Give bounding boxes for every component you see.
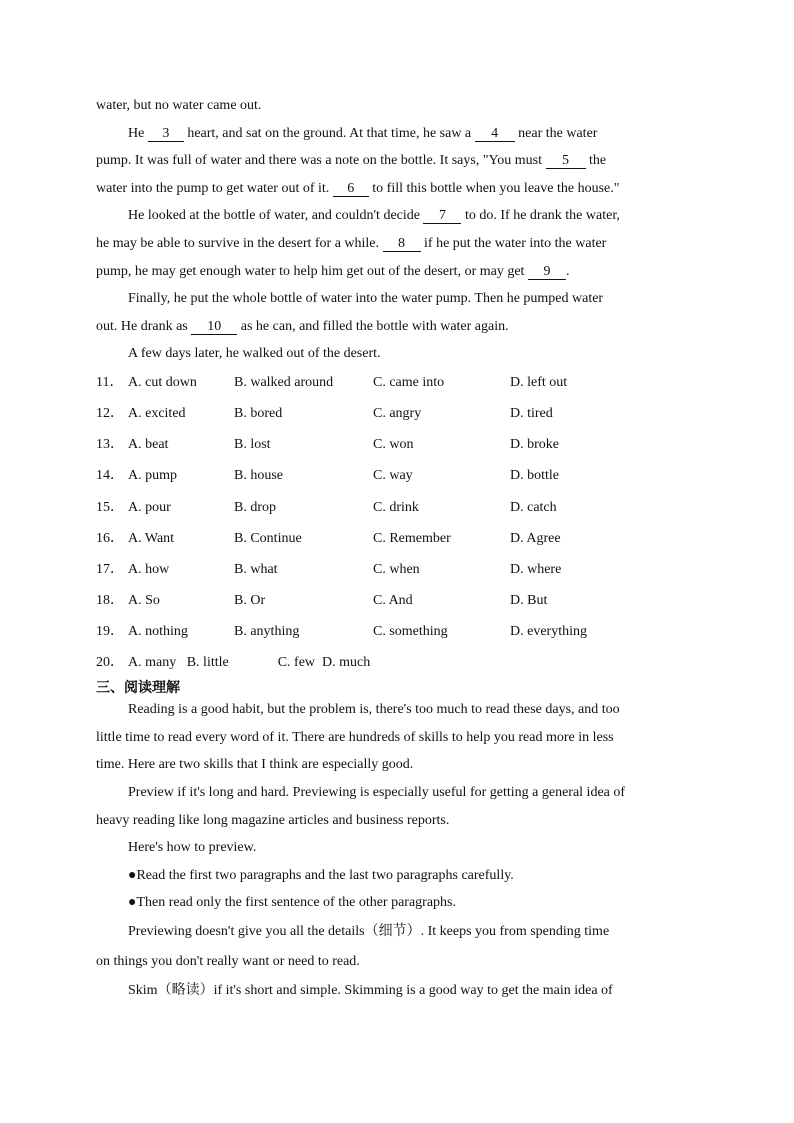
option-d: D. catch (510, 500, 557, 515)
blank-6: 6 (333, 181, 369, 197)
reading-line: little time to read every word of it. There are hundreds of skills to help you read more in less (96, 730, 614, 745)
option-b: B. drop (234, 500, 276, 515)
option-c: C. something (373, 624, 448, 639)
reading-line: time. Here are two skills that I think are especially good. (96, 757, 414, 772)
option-b: B. bored (234, 406, 283, 421)
question-number: 18． (96, 593, 124, 608)
passage-line: pump, he may get enough water to help him get out of the desert, or may get 9 . (96, 264, 570, 279)
reading-line: Previewing doesn't give you all the details（细节）. It keeps you from spending time (128, 924, 610, 939)
option-d: D. broke (510, 437, 559, 452)
question-number: 15． (96, 500, 124, 515)
question-number: 12． (96, 406, 124, 421)
option-b: B. walked around (234, 375, 334, 390)
option-c: C. when (373, 562, 420, 577)
question-number: 13． (96, 437, 124, 452)
reading-line: Reading is a good habit, but the problem is, there's too much to read these days, and too (128, 702, 620, 717)
option-b: B. Continue (234, 531, 302, 546)
passage-line: pump. It was full of water and there was a note on the bottle. It says, "You must 5 the (96, 153, 607, 168)
option-a: A. So (128, 593, 160, 608)
option-d: D. where (510, 562, 562, 577)
option-d: D. Agree (510, 531, 561, 546)
question-number: 17． (96, 562, 124, 577)
option-a: A. cut down (128, 375, 197, 390)
option-c: C. way (373, 468, 413, 483)
section-heading: 三、阅读理解 (96, 680, 180, 696)
option-b: B. anything (234, 624, 300, 639)
blank-3: 3 (148, 126, 184, 142)
option-b: B. what (234, 562, 278, 577)
option-a: A. pump (128, 468, 177, 483)
passage-line: out. He drank as 10 as he can, and filled the bottle with water again. (96, 319, 509, 334)
option-c: C. Remember (373, 531, 451, 546)
blank-10: 10 (191, 319, 237, 335)
passage-line: A few days later, he walked out of the desert. (128, 346, 381, 361)
option-c: C. came into (373, 375, 445, 390)
blank-8: 8 (383, 236, 421, 252)
option-d: D. everything (510, 624, 587, 639)
blank-4: 4 (475, 126, 515, 142)
option-c: C. won (373, 437, 414, 452)
option-a: A. Want (128, 531, 175, 546)
question-number: 11． (96, 375, 124, 390)
blank-9: 9 (528, 264, 566, 280)
option-c: C. angry (373, 406, 422, 421)
reading-line: on things you don't really want or need to read. (96, 954, 360, 969)
question-number: 16． (96, 531, 124, 546)
option-c: C. And (373, 593, 413, 608)
option-b: B. Or (234, 593, 266, 608)
option-a: A. beat (128, 437, 169, 452)
reading-line: heavy reading like long magazine articles and business reports. (96, 813, 450, 828)
option-b: B. lost (234, 437, 271, 452)
option-d: D. tired (510, 406, 553, 421)
option-d: D. bottle (510, 468, 559, 483)
option-d: D. But (510, 593, 548, 608)
passage-line: water into the pump to get water out of it. 6 to fill this bottle when you leave the house." (96, 181, 620, 196)
reading-line: Preview if it's long and hard. Previewing is especially useful for getting a general idea of (128, 785, 626, 800)
blank-7: 7 (423, 208, 461, 224)
option-a: A. how (128, 562, 170, 577)
question-number: 19． (96, 624, 124, 639)
option-a: A. nothing (128, 624, 188, 639)
passage-line: He 3 heart, and sat on the ground. At that time, he saw a 4 near the water (128, 126, 598, 141)
option-a: A. pour (128, 500, 171, 515)
question-number: 14． (96, 468, 124, 483)
question-options: A. many B. little C. few D. much (128, 655, 371, 670)
bullet-item: ●Then read only the first sentence of the other paragraphs. (128, 895, 456, 910)
option-b: B. house (234, 468, 283, 483)
blank-5: 5 (546, 153, 586, 169)
question-number: 20． (96, 655, 124, 670)
reading-line: Skim（略读）if it's short and simple. Skimming is a good way to get the main idea of (128, 983, 613, 998)
option-a: A. excited (128, 406, 186, 421)
passage-line: He looked at the bottle of water, and couldn't decide 7 to do. If he drank the water, (128, 208, 620, 223)
option-c: C. drink (373, 500, 419, 515)
option-d: D. left out (510, 375, 568, 390)
passage-line: water, but no water came out. (96, 98, 262, 113)
passage-line: he may be able to survive in the desert for a while. 8 if he put the water into the water (96, 236, 607, 251)
passage-line: Finally, he put the whole bottle of water into the water pump. Then he pumped water (128, 291, 604, 306)
reading-line: Here's how to preview. (128, 840, 257, 855)
bullet-item: ●Read the first two paragraphs and the last two paragraphs carefully. (128, 868, 514, 883)
